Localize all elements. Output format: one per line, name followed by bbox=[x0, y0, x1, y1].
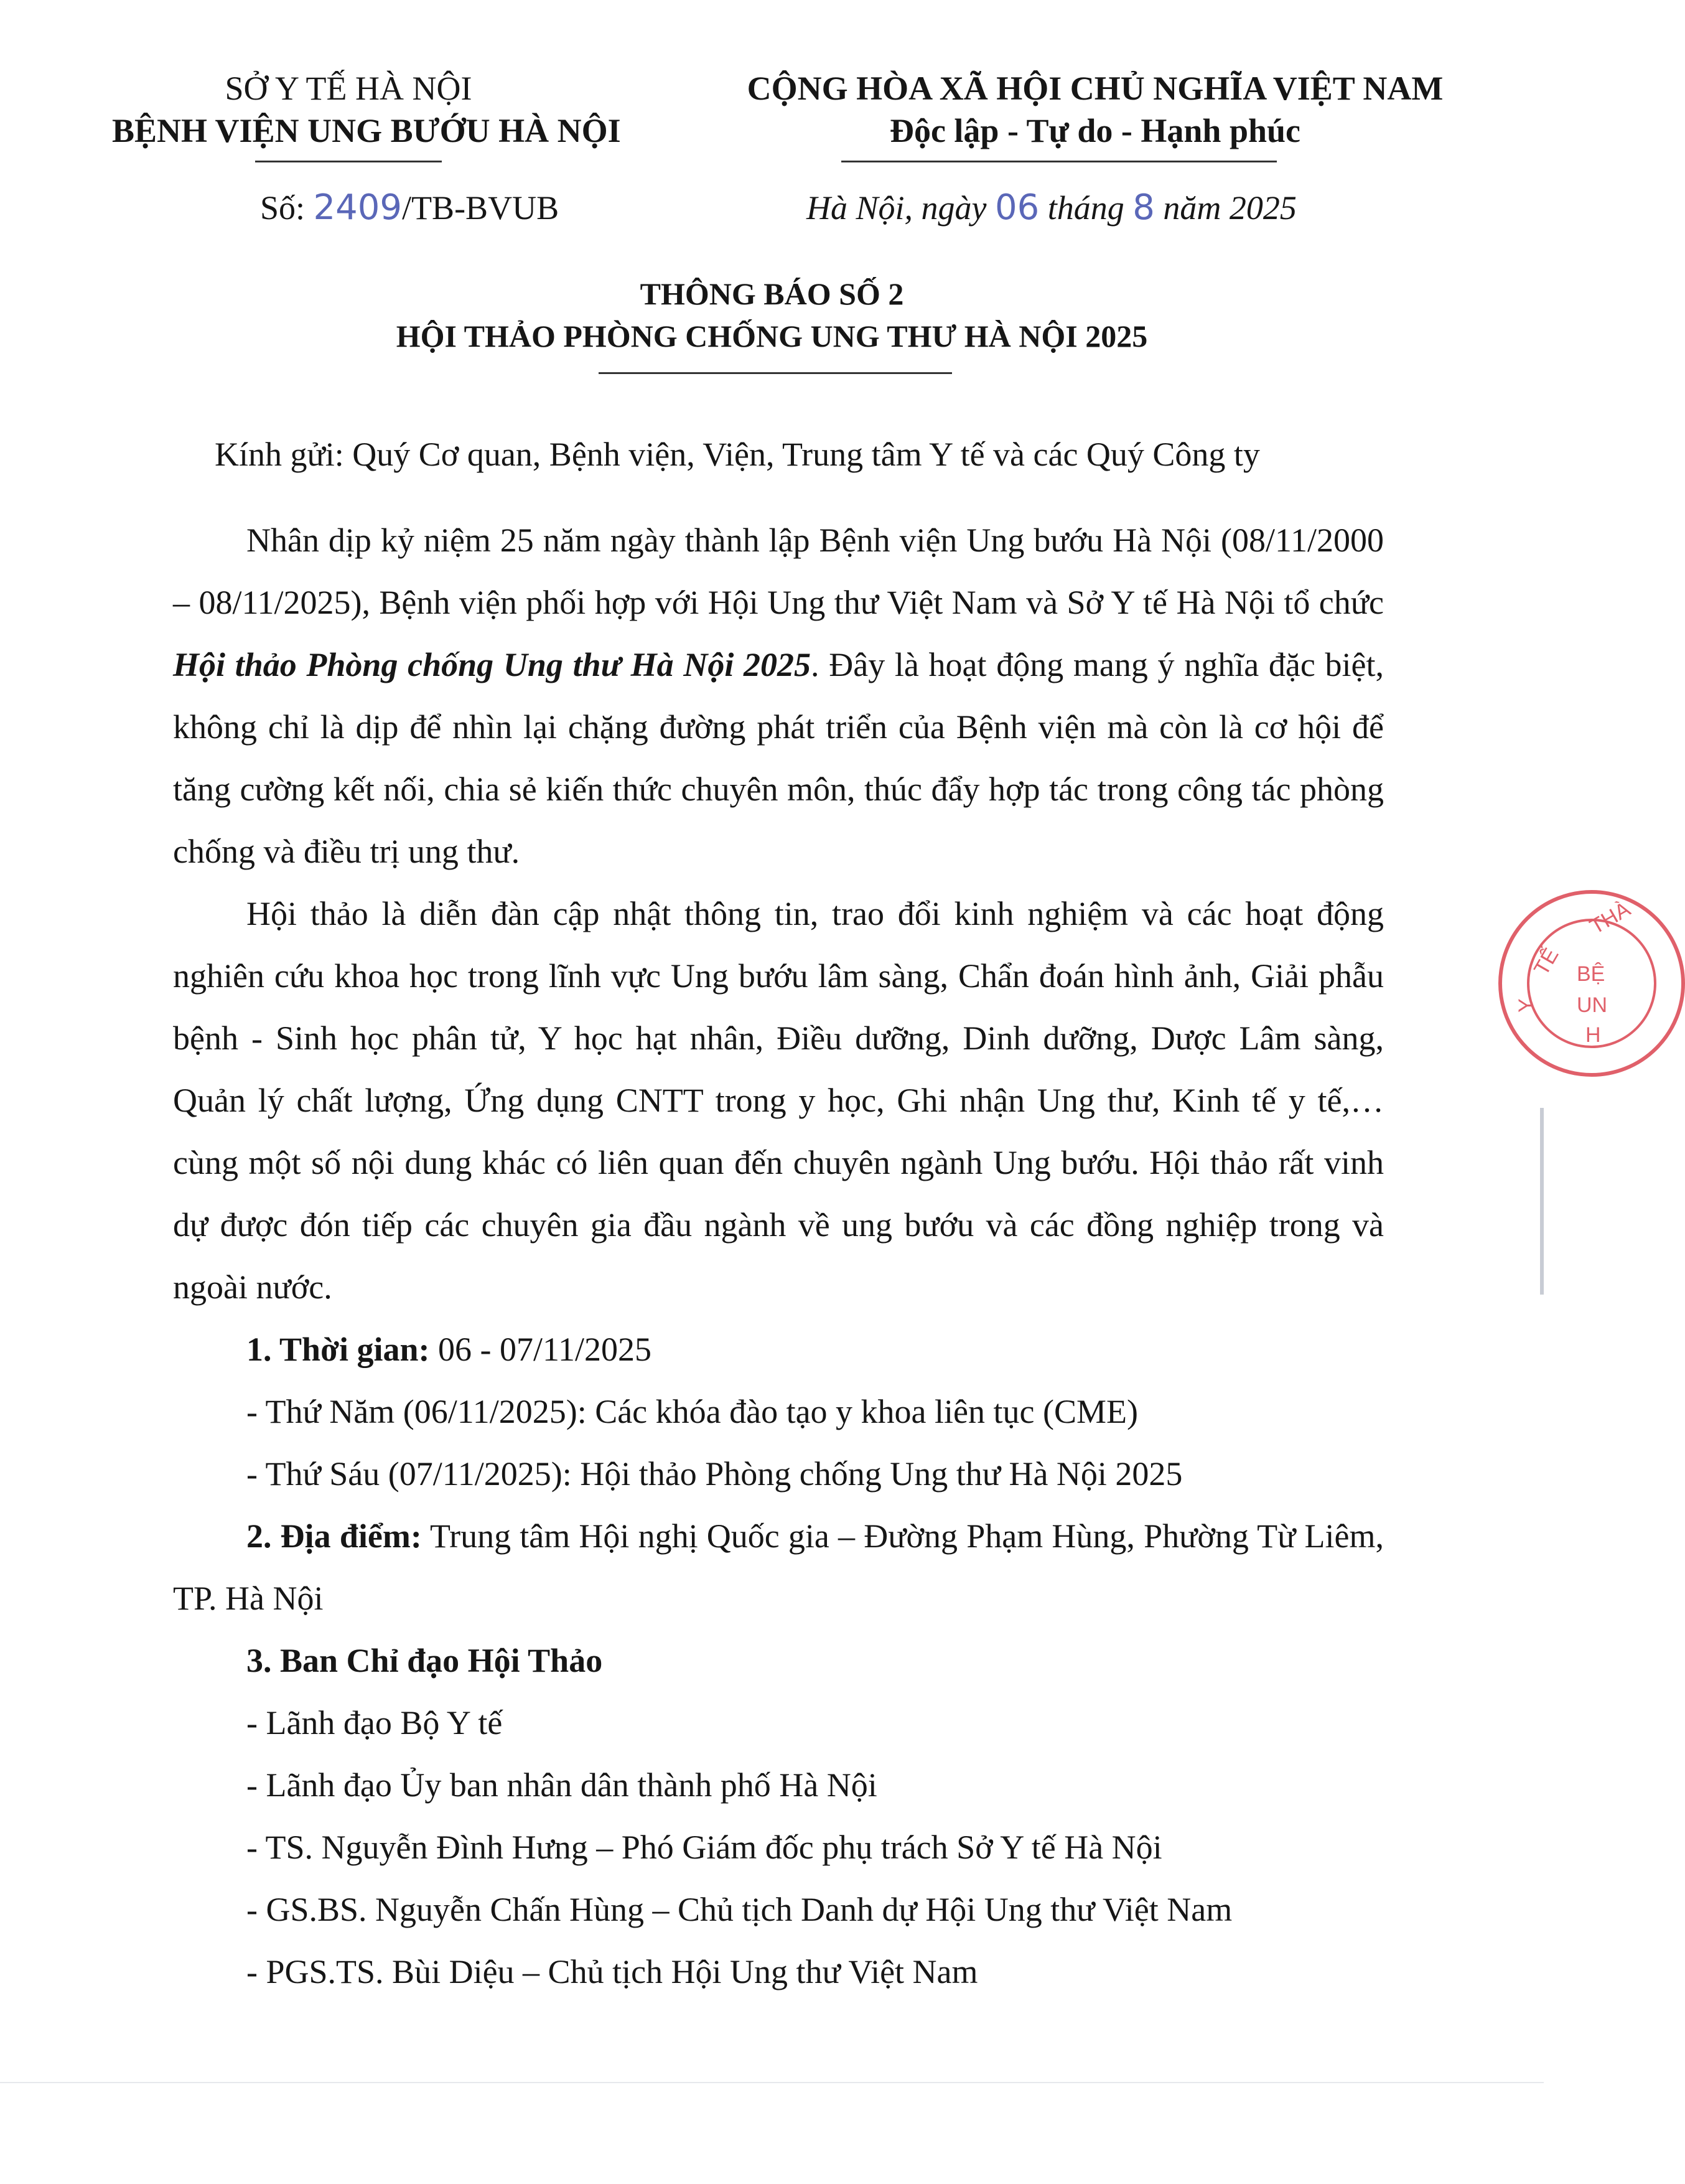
date-month-word: tháng bbox=[1039, 189, 1133, 227]
seal-text: UN bbox=[1577, 993, 1608, 1017]
document-number-suffix: /TB-BVUB bbox=[402, 189, 559, 227]
issue-date bbox=[806, 188, 1297, 228]
seal-text: THÀ bbox=[1585, 897, 1635, 939]
section-venue-value: Trung tâm Hội nghị Quốc gia – Đường Phạm Hùng, Phường Từ Liêm, TP. Hà Nội bbox=[173, 1517, 1384, 1617]
scan-bottom-line bbox=[0, 2082, 1544, 2083]
motto-underline bbox=[841, 161, 1277, 162]
seal-text: Y bbox=[1514, 998, 1538, 1013]
committee-member: - GS.BS. Nguyễn Chấn Hùng – Chủ tịch Danh dự Hội Ung thư Việt Nam bbox=[246, 1891, 1233, 1928]
seal-text: TẾ bbox=[1529, 944, 1564, 980]
seal-text: BỆ bbox=[1577, 962, 1605, 986]
intro-paragraph bbox=[173, 509, 1384, 883]
date-day-handwritten: 06 bbox=[995, 187, 1040, 228]
time-item: - Thứ Sáu (07/11/2025): Hội thảo Phòng chống Ung thư Hà Nội 2025 bbox=[246, 1455, 1183, 1493]
date-prefix: Hà Nội, ngày bbox=[806, 189, 995, 227]
intro-text-after: . Đây là hoạt động mang ý nghĩa đặc biệt, không chỉ là dịp để nhìn lại chặng đường phát triển của Bệnh viện mà còn là cơ hội để tăng cường kết nối, chia sẻ kiến thức chuyên môn, thúc đẩy hợp tác trong công tác phòng chống và điều trị ung thư. bbox=[173, 646, 1384, 870]
official-seal bbox=[1498, 890, 1685, 1077]
section-venue-label: 2. Địa điểm: bbox=[246, 1517, 422, 1555]
date-month-handwritten: 8 bbox=[1132, 187, 1155, 228]
notice-subtitle: HỘI THẢO PHÒNG CHỐNG UNG THƯ HÀ NỘI 2025 bbox=[396, 319, 1148, 354]
committee-member: - TS. Nguyễn Đình Hưng – Phó Giám đốc phụ trách Sở Y tế Hà Nội bbox=[246, 1829, 1162, 1866]
scope-paragraph: Hội thảo là diễn đàn cập nhật thông tin, trao đổi kinh nghiệm và các hoạt động nghiên cứu khoa học trong lĩnh vực Ung bướu lâm sàng, Chẩn đoán hình ảnh, Giải phẫu bệnh - Sinh học phân tử, Y học hạt nhân, Điều dưỡng, Dinh dưỡng, Dược Lâm sàng, Quản lý chất lượng, Ứng dụng CNTT trong y học, Ghi nhận Ung thư, Kinh tế y tế,… cùng một số nội dung khác có liên quan đến chuyên ngành Ung bướu. Hội thảo rất vinh dự được đón tiếp các chuyên gia đầu ngành về ung bướu và các đồng nghiệp trong và ngoài nước. bbox=[173, 895, 1384, 1306]
section-time-value: 06 - 07/11/2025 bbox=[429, 1331, 651, 1368]
title-underline bbox=[599, 372, 952, 374]
document-number-handwritten: 2409 bbox=[313, 187, 403, 228]
document-number bbox=[260, 188, 559, 228]
section-steering-committee: 3. Ban Chỉ đạo Hội Thảo bbox=[246, 1642, 603, 1679]
date-year: năm 2025 bbox=[1154, 189, 1297, 227]
nation-motto-line1: CỘNG HÒA XÃ HỘI CHỦ NGHĨA VIỆT NAM bbox=[747, 70, 1444, 107]
event-name-emphasis: Hội thảo Phòng chống Ung thư Hà Nội 2025 bbox=[173, 646, 811, 683]
seal-text: H bbox=[1585, 1023, 1601, 1047]
committee-member: - Lãnh đạo Bộ Y tế bbox=[246, 1704, 503, 1741]
org-name-line1: SỞ Y TẾ HÀ NỘI bbox=[225, 70, 472, 107]
nation-motto-line2: Độc lập - Tự do - Hạnh phúc bbox=[889, 112, 1301, 149]
scan-edge-mark bbox=[1540, 1108, 1544, 1295]
time-item: - Thứ Năm (06/11/2025): Các khóa đào tạo y khoa liên tục (CME) bbox=[246, 1393, 1138, 1430]
committee-member: - PGS.TS. Bùi Diệu – Chủ tịch Hội Ung thư Việt Nam bbox=[246, 1953, 978, 1990]
committee-member: - Lãnh đạo Ủy ban nhân dân thành phố Hà Nội bbox=[246, 1766, 877, 1804]
section-time-label: 1. Thời gian: bbox=[246, 1331, 430, 1368]
document-number-prefix: Số: bbox=[260, 189, 314, 227]
intro-text-before: Nhân dịp kỷ niệm 25 năm ngày thành lập Bệnh viện Ung bướu Hà Nội (08/11/2000 – 08/11/2025), Bệnh viện phối hợp với Hội Ung thư Việt Nam và Sở Y tế Hà Nội tổ chức bbox=[173, 522, 1384, 621]
org-underline bbox=[255, 161, 442, 162]
notice-title: THÔNG BÁO SỐ 2 bbox=[640, 276, 904, 311]
section-venue bbox=[173, 1505, 1384, 1629]
org-name-line2: BỆNH VIỆN UNG BƯỚU HÀ NỘI bbox=[112, 112, 621, 149]
section-time bbox=[246, 1318, 651, 1380]
recipient-line: Kính gửi: Quý Cơ quan, Bệnh viện, Viện, Trung tâm Y tế và các Quý Công ty bbox=[215, 436, 1260, 473]
